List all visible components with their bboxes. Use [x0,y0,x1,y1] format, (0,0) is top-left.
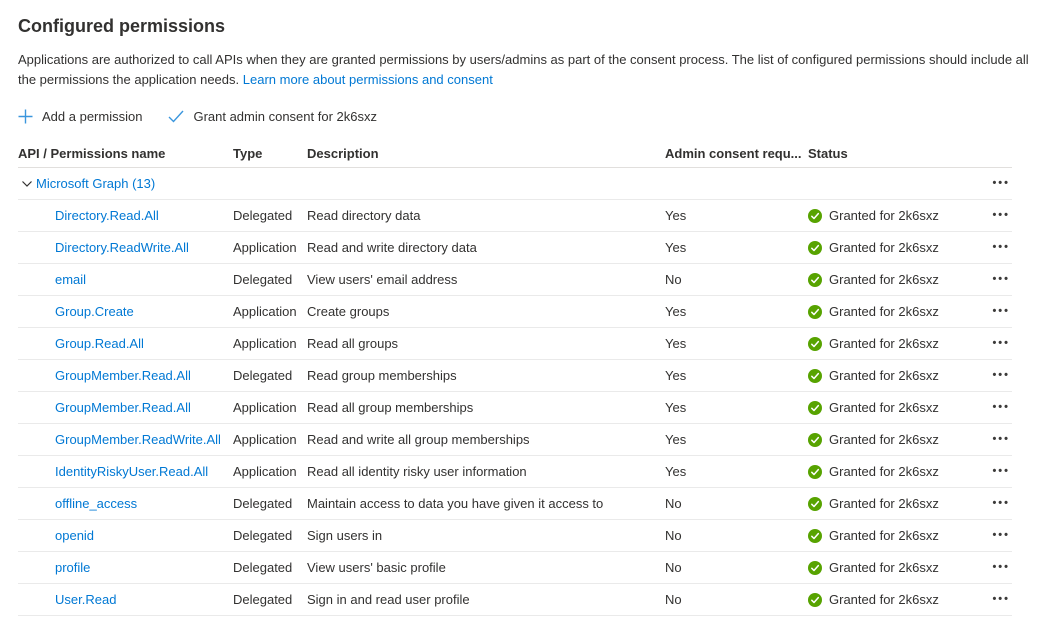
permission-link[interactable]: Group.Read.All [55,336,144,351]
grant-admin-consent-label: Grant admin consent for 2k6sxz [193,108,377,124]
admin-consent-required-value: Yes [665,240,687,255]
granted-check-icon [808,497,822,511]
row-menu-button[interactable]: ••• [992,306,1012,321]
permission-description: View users' basic profile [307,560,446,575]
permission-name-cell [18,240,233,255]
status-text: Granted for 2k6sxz [829,336,939,351]
table-row [18,328,1012,360]
row-menu-cell [968,462,1012,481]
granted-check-icon [808,529,822,543]
row-menu-button[interactable]: ••• [992,434,1012,449]
permission-name-cell [18,560,233,575]
status-text: Granted for 2k6sxz [829,208,939,223]
row-menu-cell [968,270,1012,289]
status-cell [808,496,968,511]
permission-link[interactable]: Group.Create [55,304,134,319]
row-menu-button[interactable]: ••• [992,498,1012,513]
column-header-status: Status [808,146,848,161]
status-text: Granted for 2k6sxz [829,560,939,575]
admin-consent-required-value: Yes [665,432,687,447]
table-row [18,232,1012,264]
row-menu-button[interactable]: ••• [992,338,1012,353]
row-menu-button[interactable]: ••• [992,370,1012,385]
row-menu-cell [968,206,1012,225]
granted-check-icon [808,337,822,351]
row-menu-cell [968,398,1012,417]
permission-type: Delegated [233,592,293,607]
granted-check-icon [808,401,822,415]
admin-consent-required-value: Yes [665,400,687,415]
column-header-type: Type [233,146,263,161]
permission-link[interactable]: GroupMember.ReadWrite.All [55,432,221,447]
page-description [18,50,1039,90]
permission-link[interactable]: offline_access [55,496,138,511]
status-cell [808,240,968,255]
api-group-row [18,168,1012,200]
table-row [18,520,1012,552]
table-row [18,200,1012,232]
status-text: Granted for 2k6sxz [829,400,939,415]
table-row [18,488,1012,520]
table-row [18,264,1012,296]
permission-type: Delegated [233,528,293,543]
permission-type: Delegated [233,368,293,383]
status-text: Granted for 2k6sxz [829,304,939,319]
status-cell [808,336,968,351]
column-header-admin-consent: Admin consent requ... [665,146,802,161]
status-cell [808,560,968,575]
status-text: Granted for 2k6sxz [829,240,939,255]
api-group-cell [18,176,968,191]
row-menu-button[interactable]: ••• [992,594,1012,609]
admin-consent-required-value: Yes [665,304,687,319]
permission-name-cell [18,304,233,319]
row-menu-cell [968,558,1012,577]
permissions-table [18,140,1012,616]
status-text: Granted for 2k6sxz [829,464,939,479]
chevron-down-icon[interactable] [21,178,33,190]
status-text: Granted for 2k6sxz [829,496,939,511]
status-text: Granted for 2k6sxz [829,272,939,287]
permission-description: Read and write directory data [307,240,477,255]
description-text: Applications are authorized to call APIs when they are granted permissions by users/admins as part of the consent process. The list of configured permissions should include all the permissions the application needs. [18,52,1029,87]
row-menu-button[interactable]: ••• [992,210,1012,225]
table-row [18,392,1012,424]
page-title: Configured permissions [18,16,226,36]
group-menu-cell [968,174,1012,193]
row-menu-cell [968,334,1012,353]
row-menu-button[interactable]: ••• [992,402,1012,417]
permission-link[interactable]: openid [55,528,95,543]
permission-name-cell [18,208,233,223]
permission-name-cell [18,496,233,511]
granted-check-icon [808,369,822,383]
permission-description: Sign in and read user profile [307,592,470,607]
table-header-row [18,140,1012,168]
column-header-description: Description [307,146,379,161]
permission-description: Sign users in [307,528,383,543]
row-menu-button[interactable]: ••• [992,466,1012,481]
admin-consent-required-value: No [665,592,682,607]
table-row [18,360,1012,392]
permission-type: Delegated [233,272,293,287]
permission-type: Delegated [233,496,293,511]
permission-name-cell [18,272,233,287]
permission-description: Read and write all group memberships [307,432,530,447]
granted-check-icon [808,465,822,479]
admin-consent-required-value: Yes [665,336,687,351]
api-group-link[interactable]: Microsoft Graph (13) [36,176,156,191]
row-menu-button[interactable]: ••• [992,274,1012,289]
granted-check-icon [808,241,822,255]
row-menu-button[interactable]: ••• [992,242,1012,257]
status-cell [808,592,968,607]
permission-type: Application [233,400,297,415]
row-menu-cell [968,494,1012,513]
granted-check-icon [808,209,822,223]
permission-description: Read all identity risky user information [307,464,527,479]
status-cell [808,432,968,447]
table-body [18,200,1012,616]
table-row [18,296,1012,328]
admin-consent-required-value: No [665,496,682,511]
permission-name-cell [18,528,233,543]
permission-type: Application [233,432,297,447]
permission-description: Create groups [307,304,390,319]
plus-icon [18,109,33,124]
granted-check-icon [808,433,822,447]
table-row [18,424,1012,456]
permission-type: Application [233,336,297,351]
permission-type: Delegated [233,560,293,575]
permission-description: Read all group memberships [307,400,474,415]
granted-check-icon [808,305,822,319]
permission-name-cell [18,336,233,351]
granted-check-icon [808,273,822,287]
status-cell [808,272,968,287]
status-text: Granted for 2k6sxz [829,592,939,607]
granted-check-icon [808,593,822,607]
row-menu-cell [968,302,1012,321]
permission-link[interactable]: Directory.ReadWrite.All [55,240,189,255]
group-menu-button[interactable]: ••• [992,178,1012,193]
permission-type: Delegated [233,208,293,223]
admin-consent-required-value: No [665,528,682,543]
admin-consent-required-value: Yes [665,208,687,223]
column-header-name: API / Permissions name [18,146,166,161]
admin-consent-required-value: Yes [665,368,687,383]
row-menu-cell [968,590,1012,609]
admin-consent-required-value: No [665,560,682,575]
permission-name-cell [18,368,233,383]
table-row [18,456,1012,488]
row-menu-cell [968,526,1012,545]
granted-check-icon [808,561,822,575]
permission-name-cell [18,400,233,415]
permission-type: Application [233,464,297,479]
permission-name-cell [18,464,233,479]
permission-description: Maintain access to data you have given it access to [307,496,604,511]
row-menu-button[interactable]: ••• [992,530,1012,545]
permission-description: Read directory data [307,208,421,223]
toolbar [18,104,1039,128]
permission-type: Application [233,240,297,255]
learn-more-link[interactable]: Learn more about permissions and consent [242,72,493,87]
permission-link[interactable]: Directory.Read.All [55,208,159,223]
permission-link[interactable]: email [55,272,87,287]
status-text: Granted for 2k6sxz [829,368,939,383]
add-permission-button[interactable] [18,109,142,124]
status-cell [808,304,968,319]
permission-link[interactable]: IdentityRiskyUser.Read.All [55,464,209,479]
permission-type: Application [233,304,297,319]
status-cell [808,208,968,223]
status-cell [808,528,968,543]
grant-admin-consent-button[interactable] [168,109,377,124]
table-row [18,584,1012,616]
permission-description: Read all groups [307,336,399,351]
permission-link[interactable]: profile [55,560,91,575]
table-row [18,552,1012,584]
status-text: Granted for 2k6sxz [829,432,939,447]
permission-link[interactable]: GroupMember.Read.All [55,400,191,415]
check-icon [168,110,184,123]
permission-link[interactable]: User.Read [55,592,117,607]
status-cell [808,368,968,383]
add-permission-label: Add a permission [42,108,143,124]
permission-name-cell [18,592,233,607]
row-menu-cell [968,238,1012,257]
status-cell [808,464,968,479]
admin-consent-required-value: Yes [665,464,687,479]
row-menu-button[interactable]: ••• [992,562,1012,577]
admin-consent-required-value: No [665,272,682,287]
permission-description: View users' email address [307,272,458,287]
permission-name-cell [18,432,233,447]
row-menu-cell [968,366,1012,385]
permission-link[interactable]: GroupMember.Read.All [55,368,191,383]
status-text: Granted for 2k6sxz [829,528,939,543]
status-cell [808,400,968,415]
permission-description: Read group memberships [307,368,457,383]
row-menu-cell [968,430,1012,449]
